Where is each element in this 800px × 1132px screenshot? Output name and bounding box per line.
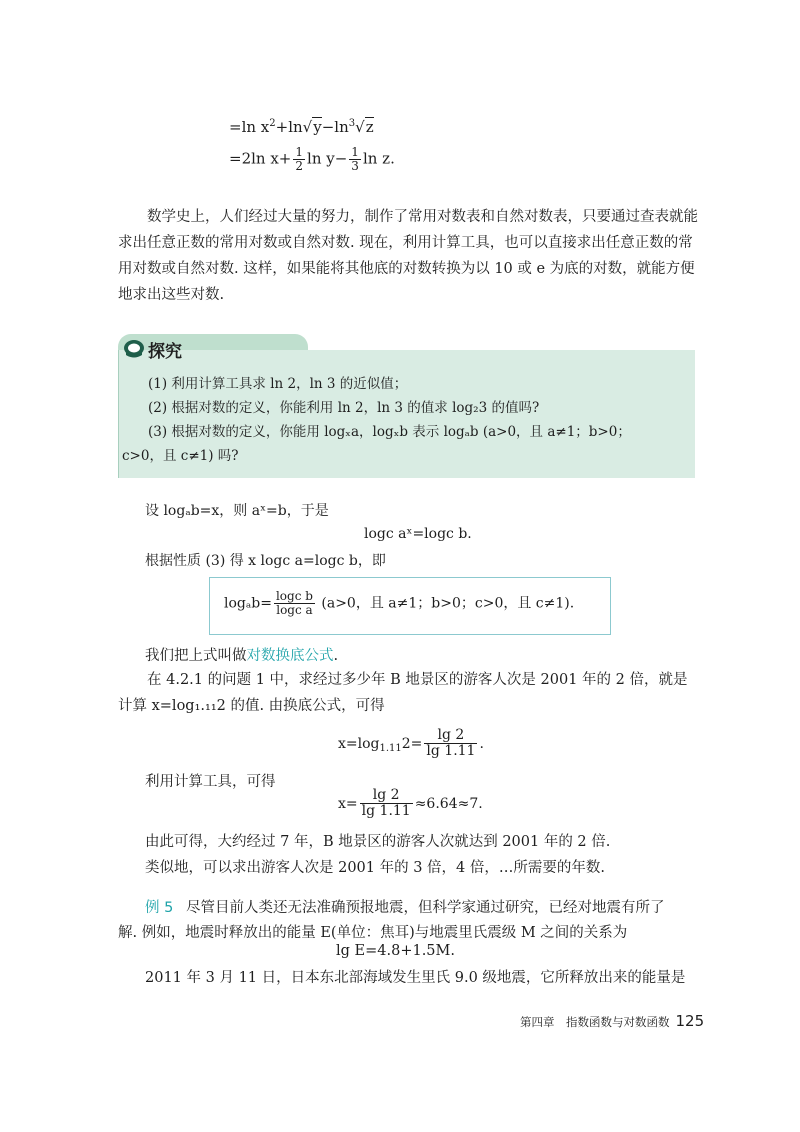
equation-x-2: x= $\frac{\lg 2}{\lg 1.11}$ ≈6.64≈7.	[338, 787, 483, 820]
equation-x1-fraction: $\frac{\lg 2}{\lg 1.11}$	[426, 727, 476, 760]
equation-line-1: =ln $x^2+\ln√y-\ln^3√z$	[229, 118, 374, 136]
conclusion-line-1: 由此可得，大约经过 7 年，B 地景区的游客人次就达到 2001 年的 2 倍.	[145, 834, 611, 850]
equation-x2-fraction: $\frac{\lg 2}{\lg 1.11}$	[361, 787, 411, 820]
explore-title: 探究	[148, 342, 182, 362]
example-equation: lg E=4.8+1.5M.	[336, 943, 455, 959]
problem-paragraph: 在 4.2.1 的问题 1 中，求经过多少年 B 地景区的游客人次是 2001 年的 2 倍，就是计算 x=log₁.₁₁2 的值. 由换底公式，可得	[118, 672, 688, 714]
equation-line-2: =2ln x+ $\frac{1}{2}$ ln y− $\frac{1}{3}$ ln z.	[229, 145, 395, 174]
explore-item-2: (2) 根据对数的定义，你能利用 ln 2，ln 3 的值求 log₂3 的值吗?	[148, 400, 540, 416]
sqrt-y: y	[313, 118, 322, 136]
example-line-2: 解. 例如，地震时释放出的能量 E(单位：焦耳)与地震里氏震级 M 之间的关系为	[118, 925, 628, 941]
calc-intro: 利用计算工具，可得	[145, 774, 276, 790]
explore-item-3a: (3) 根据对数的定义，你能用 logₓa，logₓb 表示 logₐb (a>0，且 a≠1；b>0；	[148, 424, 631, 440]
explore-item-3b: c>0，且 c≠1) 吗?	[122, 448, 239, 464]
change-of-base-formula: logₐb= $\frac{\text{logc b}}{\text{logc a}}$ (a>0，且 a≠1；b>0；c>0，且 c≠1).	[224, 589, 575, 618]
derivation-line-1: 设 logₐb=x，则 aˣ=b，于是	[145, 503, 329, 519]
page-footer	[520, 1012, 704, 1030]
fraction-half: $\frac{1}{2}$	[295, 145, 304, 174]
derivation-line-2: logc aˣ=logc b.	[364, 526, 472, 542]
conclusion-line-2: 类似地，可以求出游客人次是 2001 年的 3 倍，4 倍，…所需要的年数.	[145, 860, 606, 876]
chapter-title: 第四章 指数函数与对数函数	[520, 1015, 670, 1029]
cbrt-z: z	[365, 118, 374, 136]
derivation-line-3: 根据性质 (3) 得 x logc a=logc b，即	[145, 553, 386, 569]
formula-fraction: $\frac{\text{logc b}}{\text{logc a}}$	[275, 589, 313, 618]
page-number: 125	[675, 1012, 705, 1030]
equation-x-1: $x=\log_{1.11}2=$ $\frac{\lg 2}{\lg 1.11}$ .	[338, 727, 484, 760]
explore-icon	[122, 336, 146, 358]
example-line-3: 2011 年 3 月 11 日，日本东北部海域发生里氏 9.0 级地震，它所释放出来的能量是	[145, 970, 686, 986]
fraction-third: $\frac{1}{3}$	[351, 145, 359, 174]
history-paragraph: 数学史上，人们经过大量的努力，制作了常用对数表和自然对数表，只要通过查表就能求出任意正数的常用对数或自然对数. 现在，利用计算工具，也可以直接求出任意正数的常用对数或自然对数. 这样，如果能将其他底的对数转换为以 10 或 e 为底的对数，就能方便地求出这些对数.	[118, 209, 698, 303]
formula-naming: 我们把上式叫做对数换底公式.	[145, 648, 339, 664]
example-line-1: 例 5 尽管目前人类还无法准确预报地震，但科学家通过研究，已经对地震有所了	[145, 900, 665, 916]
term-change-of-base: 对数换底公式	[246, 648, 334, 664]
example-label: 例 5	[145, 900, 174, 916]
explore-item-1: (1) 利用计算工具求 ln 2，ln 3 的近似值；	[148, 376, 408, 392]
